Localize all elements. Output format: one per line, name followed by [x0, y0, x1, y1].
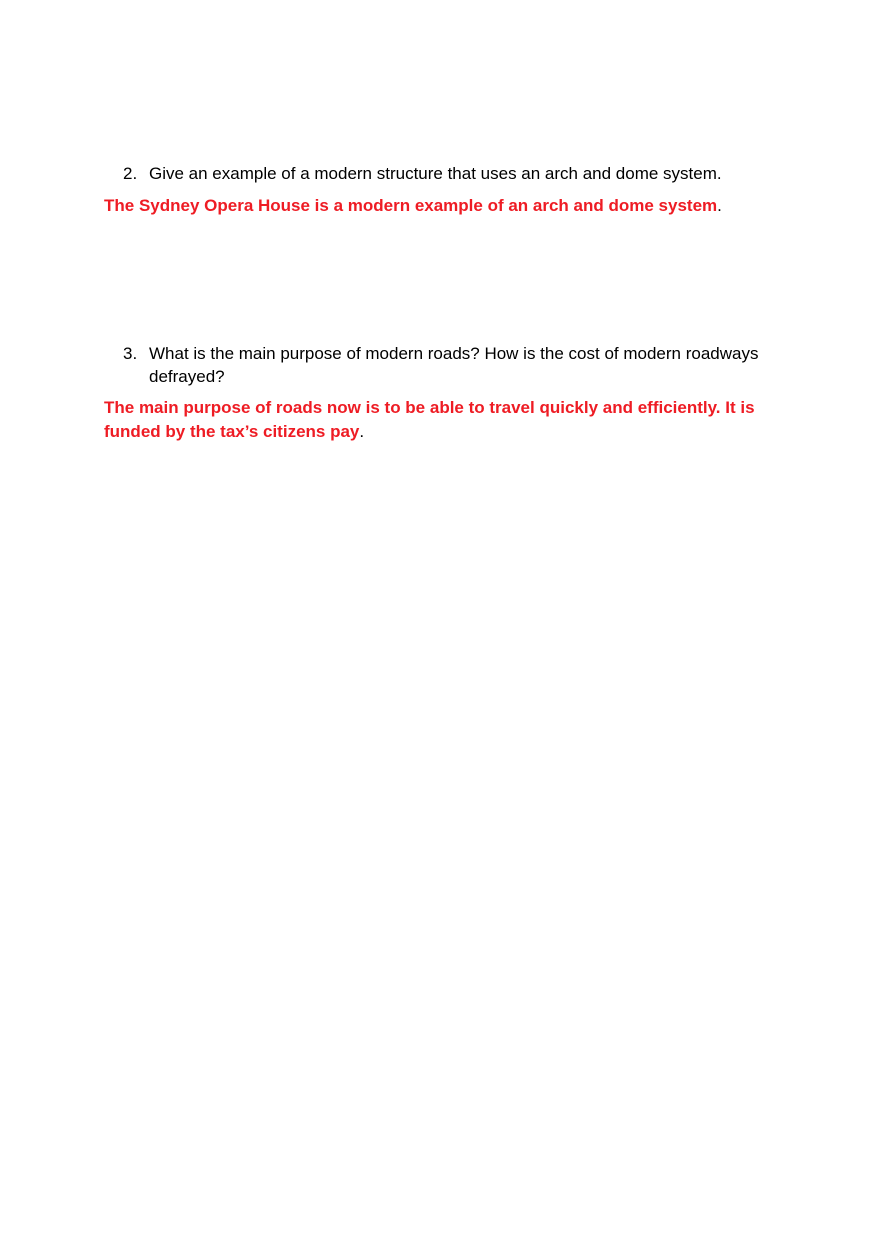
question-3-text-line-1: What is the main purpose of modern roads? How is the cost of modern roadways	[149, 344, 759, 363]
question-3-line-2	[0, 365, 880, 388]
answer-3	[104, 396, 804, 444]
answer-3-period: .	[359, 422, 365, 441]
answer-3-line-2	[104, 420, 804, 444]
answer-3-line-2-text: funded by the tax’s citizens pay	[104, 422, 360, 441]
answer-2-text: The Sydney Opera House is a modern example of an arch and dome system	[104, 196, 718, 215]
question-2-line-1	[0, 162, 880, 185]
question-3-text-line-2: defrayed?	[149, 367, 225, 386]
answer-2	[104, 194, 804, 218]
question-2-text: Give an example of a modern structure that uses an arch and dome system.	[149, 164, 722, 183]
question-2-number: 2.	[123, 164, 138, 183]
question-3-number: 3.	[123, 344, 138, 363]
answer-2-period: .	[717, 196, 722, 215]
question-3-line-1	[0, 342, 880, 365]
answer-3-line-1: The main purpose of roads now is to be able to travel quickly and efficiently. It is	[104, 398, 755, 417]
